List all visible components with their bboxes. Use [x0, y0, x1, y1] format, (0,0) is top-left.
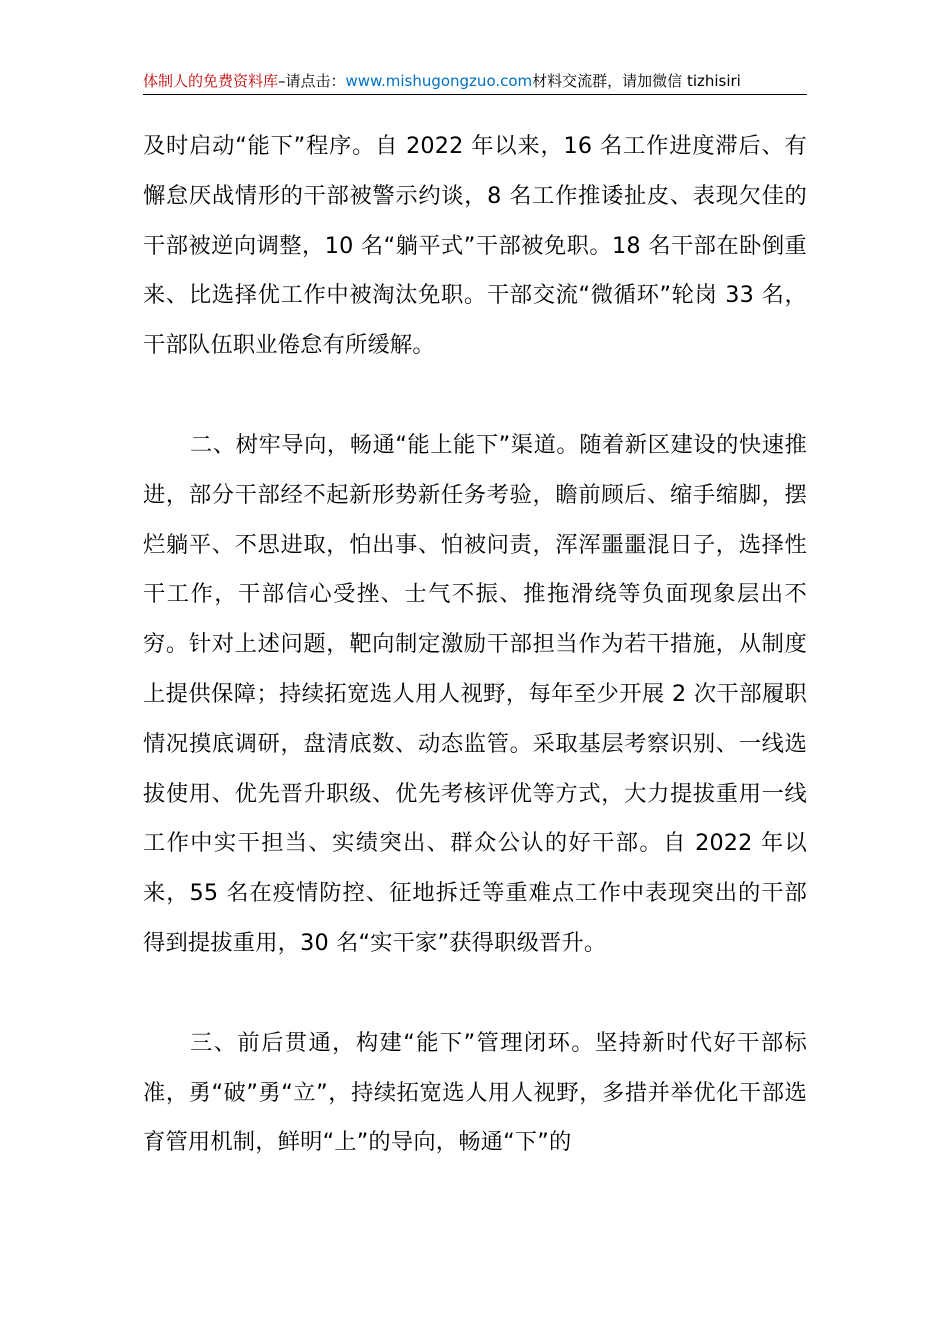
paragraph-section-two: 二、树牢导向，畅通“能上能下”渠道。随着新区建设的快速推进，部分干部经不起新形势新任务考验，瞻前顾后、缩手缩脚，摆烂躺平、不思进取，怕出事、怕被问责，浑浑噩噩混日子，选择性干工作，干部信心受挫、士气不振、推拖滑绕等负面现象层出不穷。针对上述问题，靶向制定激励干部担当作为若干措施，从制度上提供保障；持续拓宽选人用人视野，每年至少开展 2 次干部履职情况摸底调研，盘清底数、动态监管。采取基层考察识别、一线选拔使用、优先晋升职级、优先考核评优等方式，大力提拔重用一线工作中实干担当、实绩突出、群众公认的好干部。自 2022 年以来，55 名在疫情防控、征地拆迁等重难点工作中表现突出的干部得到提拔重用，30 名“实干家”获得职级晋升。	[143, 431, 807, 956]
page-header	[143, 68, 807, 95]
header-wechat-note: 材料交流群，请加微信 tizhisiri	[532, 72, 741, 90]
header-brand: 体制人的免费资料库	[143, 72, 279, 90]
paragraph-gap	[143, 371, 807, 421]
paragraph-section-three: 三、前后贯通，构建“能下”管理闭环。坚持新时代好干部标准，勇“破”勇“立”，持续拓宽选人用人视野，多措并举优化干部选育管用机制，鲜明“上”的导向，畅通“下”的	[143, 1029, 807, 1156]
header-prompt: –请点击：	[278, 72, 346, 90]
header-link[interactable]: www.mishugongzuo.com	[345, 72, 533, 90]
document-body	[143, 122, 807, 1168]
paragraph-gap	[143, 969, 807, 1019]
paragraph-continued: 及时启动“能下”程序。自 2022 年以来，16 名工作进度滞后、有懈怠厌战情形的干部被警示约谈，8 名工作推诿扯皮、表现欠佳的干部被逆向调整，10 名“躺平式”干部被免职。18 名干部在卧倒重来、比选择优工作中被淘汰免职。干部交流“微循环”轮岗 33 名，干部队伍职业倦怠有所缓解。	[143, 133, 807, 359]
